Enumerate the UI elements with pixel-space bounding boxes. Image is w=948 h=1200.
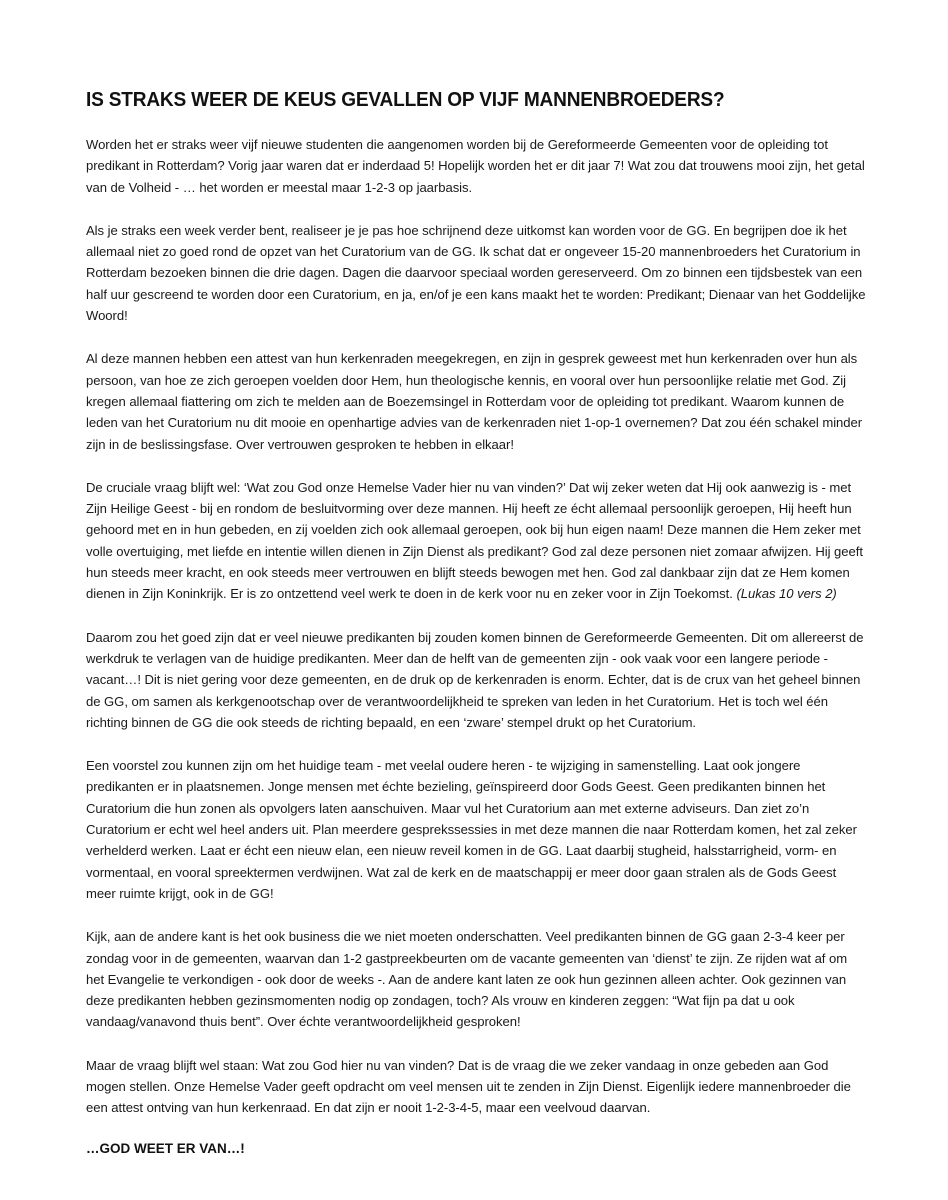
closing-line: …GOD WEET ER VAN…! <box>86 1140 245 1156</box>
paragraph-8: Maar de vraag blijft wel staan: Wat zou God hier nu van vinden? Dat is de vraag die we zeker vandaag in onze gebeden aan God mogen stellen. Onze Hemelse Vader geeft opdracht om veel mensen uit te zenden in Zijn Dienst. Eigenlijk iedere mannenbroeder die een attest ontving van hun kerkenraad. En dat zijn er nooit 1-2-3-4-5, maar een veelvoud daarvan. <box>86 1057 851 1116</box>
paragraph-6: Een voorstel zou kunnen zijn om het huidige team - met veelal oudere heren - te wijziging in samenstelling. Laat ook jongere predikanten er in plaatsnemen. Jonge mensen met échte bezieling, geïnspireerd door Gods Geest. Geen predikanten binnen het Curatorium die hun zonen als opvolgers laten aanschuiven. Maar vul het Curatorium aan met externe adviseurs. Dan ziet zo’n Curatorium er echt wel heel anders uit. Plan meerdere gesprekssessies in met deze mannen die naar Rotterdam komen, het zal zeker verhelderd werken. Laat er écht een nieuw elan, een nieuw reveil komen in de GG. Laat daarbij stugheid, halsstarrigheid, vorm- en vormentaal, en vooral spreektermen verdwijnen. Wat zal de kerk en de maatschappij er meer door gaan stralen als de Gods Geest meer ruimte krijgt, ook in de GG! <box>86 758 857 901</box>
paragraph-7: Kijk, aan de andere kant is het ook business die we niet moeten onderschatten. Veel predikanten binnen de GG gaan 2-3-4 keer per zondag voor in de gemeenten, waarvan dan 1-2 gastpreekbeurten om de vacante gemeenten van ‘dienst’ te zijn. Ze rijden wat af om het Evangelie te verkondigen - ook door de weeks -. Aan de andere kant laten ze ook hun gezinnen alleen achter. Ook gezinnen van deze predikanten hebben gezinsmomenten nodig op zondagen, toch? Als vrouw en kinderen zeggen: “Wat fijn pa dat u ook vandaag/vanavond thuis bent”. Over échte verantwoordelijkheid gesproken! <box>86 929 848 1030</box>
bible-reference: (Lukas 10 vers 2) <box>736 586 837 602</box>
paragraph-4-text: De cruciale vraag blijft wel: ‘Wat zou God onze Hemelse Vader hier nu van vinden?’ Dat wij zeker weten dat Hij ook aanwezig is - met Zijn Heilige Geest - bij en rondom de besluitvorming over deze mannen. Hij heeft ze écht allemaal persoonlijk geroepen, Hij heeft hun gehoord met en in hun gebeden, en zij voelden zich ook allemaal geroepen, ook bij hun eigen naam! Deze mannen die Hem zeker met volle overtuiging, met liefde en intentie willen dienen in Zijn Dienst als predikant? God zal deze personen niet zomaar afwijzen. Hij geeft hun steeds meer kracht, en ook steeds meer vertrouwen en blijft steeds bewogen met hen. God zal dankbaar zijn dat ze Hem komen dienen in Zijn Koninkrijk. Er is zo ontzettend veel werk te doen in de kerk voor nu en zeker voor in Zijn Toekomst. <box>86 479 863 602</box>
paragraph-1: Worden het er straks weer vijf nieuwe studenten die aangenomen worden bij de Gereformeerde Gemeenten voor de opleiding tot predikant in Rotterdam? Vorig jaar waren dat er inderdaad 5! Hopelijk worden het er dit jaar 7! Wat zou dat trouwens mooi zijn, het getal van de Volheid - … het worden er meestal maar 1-2-3 op jaarbasis. <box>86 137 865 195</box>
paragraph-3: Al deze mannen hebben een attest van hun kerkenraden meegekregen, en zijn in gesprek geweest met hun kerkenraden over hun als persoon, van hoe ze zich geroepen voelden door Hem, hun theologische kennis, en vooral over hun persoonlijke relatie met God. Zij kregen allemaal fiattering om zich te melden aan de Boezemsingel in Rotterdam voor de opleiding tot predikant. Waarom kunnen de leden van het Curatorium nu dit mooie en openhartige advies van de kerkenraden niet 1-op-1 overnemen? Dat zou één schakel minder zijn in de beslissingsfase. Over vertrouwen gesproken te hebben in elkaar! <box>86 351 863 452</box>
paragraph-5: Daarom zou het goed zijn dat er veel nieuwe predikanten bij zouden komen binnen de Gereformeerde Gemeenten. Dit om allereerst de werkdruk te verlagen van de huidige predikanten. Meer dan de helft van de gemeenten zijn - ook vaak voor een langere periode - vacant…! Dit is niet gering voor deze gemeenten, en de druk op de kerkenraden is enorm. Echter, dat is de crux van het geheel binnen de GG, om samen als kerkgenootschap over de verantwoordelijkheid te spreken van leden in het Curatorium. Het is toch wel één richting binnen de GG die ook steeds de richting bepaald, en een ‘zware’ stempel drukt op het Curatorium. <box>86 629 864 730</box>
paragraph-4 <box>86 477 866 605</box>
document-page <box>86 88 866 1156</box>
article-title: IS STRAKS WEER DE KEUS GEVALLEN OP VIJF MANNENBROEDERS? <box>86 88 725 111</box>
paragraph-2: Als je straks een week verder bent, realiseer je je pas hoe schrijnend deze uitkomst kan worden voor de GG. En begrijpen doe ik het allemaal niet zo goed rond de opzet van het Curatorium van de GG. Ik schat dat er ongeveer 15-20 mannenbroeders het Curatorium in Rotterdam bezoeken binnen die drie dagen. Dagen die daarvoor speciaal worden gereserveerd. Om zo binnen een tijdsbestek van een half uur gescreend te worden door een Curatorium, en ja, en/of je een kans maakt het te worden: Predikant; Dienaar van het Goddelijke Woord! <box>86 222 866 324</box>
